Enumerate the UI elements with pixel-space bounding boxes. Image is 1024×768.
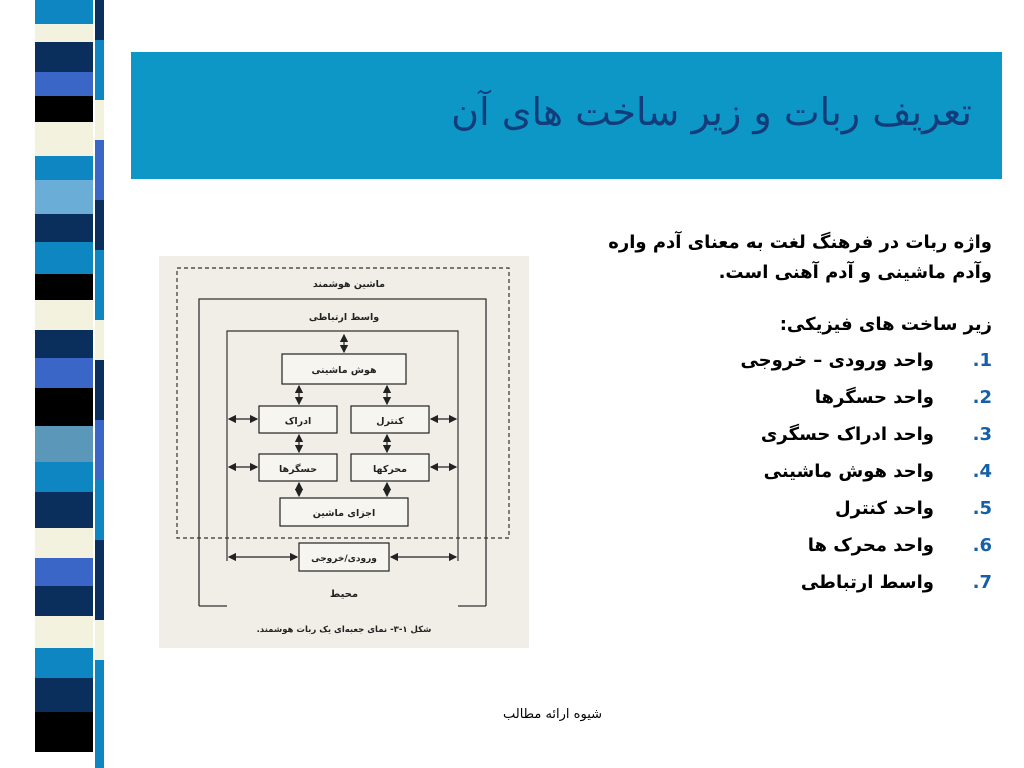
environment-label: محیط: [329, 589, 359, 600]
stripe-segment: [35, 242, 93, 274]
actuators-label: محرکها: [372, 464, 408, 475]
list-item: [592, 416, 992, 453]
sensors-label: حسگرها: [278, 464, 318, 475]
list-number: 5.: [972, 498, 992, 519]
stripe-segment: [95, 100, 104, 140]
stripe-segment: [35, 586, 93, 616]
list-number: 2.: [972, 387, 992, 408]
stripe-segment: [35, 492, 93, 528]
diagram-svg: [159, 256, 529, 648]
machine-parts-label: اجزای ماشین: [312, 508, 376, 519]
robot-block-diagram: [159, 256, 529, 648]
decorative-stripe-thin: [95, 0, 104, 768]
stripe-segment: [35, 300, 93, 330]
list-number: 1.: [972, 350, 992, 371]
stripe-segment: [95, 360, 104, 420]
stripe-segment: [35, 122, 93, 156]
list-number: 7.: [972, 572, 992, 593]
intelligent-machine-label: ماشین هوشمند: [312, 279, 386, 290]
intro-paragraph: واژه ربات در فرهنگ لغت به معنای آدم واره وآدم ماشینی و آدم آهنی است.: [608, 232, 992, 283]
list-text: واحد ادراک حسگری: [760, 424, 934, 445]
stripe-segment: [35, 156, 93, 180]
stripe-segment: [95, 250, 104, 320]
stripe-segment: [95, 480, 104, 540]
subsystems-heading: زیر ساخت های فیزیکی:: [779, 314, 992, 335]
list-item: [592, 379, 992, 416]
list-text: واسط ارتباطی: [800, 572, 934, 593]
stripe-segment: [35, 214, 93, 242]
figure-caption: شکل ۱-۳- نمای جعبه‌ای یک ربات هوشمند.: [256, 625, 432, 635]
footer-text: شیوه ارائه مطالب: [503, 707, 603, 722]
stripe-segment: [95, 40, 104, 100]
stripe-segment: [35, 274, 93, 300]
interface-label: واسط ارتباطی: [308, 312, 380, 323]
list-text: واحد ورودی – خروجی: [740, 350, 934, 371]
list-text: واحد حسگرها: [814, 387, 934, 408]
stripe-segment: [35, 388, 93, 426]
list-text: واحد هوش ماشینی: [763, 461, 934, 482]
list-item: [592, 490, 992, 527]
stripe-segment: [35, 330, 93, 358]
stripe-segment: [95, 320, 104, 360]
stripe-segment: [35, 24, 93, 42]
stripe-segment: [35, 528, 93, 558]
stripe-segment: [35, 72, 93, 96]
stripe-segment: [95, 140, 104, 200]
list-number: 4.: [972, 461, 992, 482]
list-item: [592, 564, 992, 601]
stripe-segment: [35, 558, 93, 586]
stripe-segment: [95, 420, 104, 480]
stripe-segment: [95, 200, 104, 250]
stripe-segment: [35, 678, 93, 712]
stripe-segment: [35, 96, 93, 122]
stripe-segment: [35, 462, 93, 492]
list-number: 3.: [972, 424, 992, 445]
list-item: [592, 527, 992, 564]
decorative-stripe: [35, 0, 93, 768]
stripe-segment: [35, 616, 93, 648]
list-item: [592, 342, 992, 379]
slide-title: تعریف ربات و زیر ساخت های آن: [451, 90, 972, 134]
stripe-segment: [35, 0, 93, 24]
machine-intelligence-label: هوش ماشینی: [311, 365, 377, 376]
stripe-segment: [35, 426, 93, 462]
stripe-segment: [95, 540, 104, 620]
list-text: واحد کنترل: [835, 498, 934, 519]
list-number: 6.: [972, 535, 992, 556]
title-bar: [131, 52, 1002, 179]
io-label: ورودی/خروجی: [311, 554, 377, 564]
perception-label: ادراک: [284, 416, 312, 427]
stripe-segment: [35, 42, 93, 72]
stripe-segment: [35, 648, 93, 678]
stripe-segment: [35, 712, 93, 752]
subsystems-list: [592, 342, 992, 601]
stripe-segment: [95, 660, 104, 768]
stripe-segment: [95, 0, 104, 40]
control-label: کنترل: [376, 416, 404, 427]
slide-body: [592, 228, 992, 601]
stripe-segment: [35, 180, 93, 214]
list-item: [592, 453, 992, 490]
stripe-segment: [95, 620, 104, 660]
stripe-segment: [35, 358, 93, 388]
list-text: واحد محرک ها: [807, 535, 934, 556]
